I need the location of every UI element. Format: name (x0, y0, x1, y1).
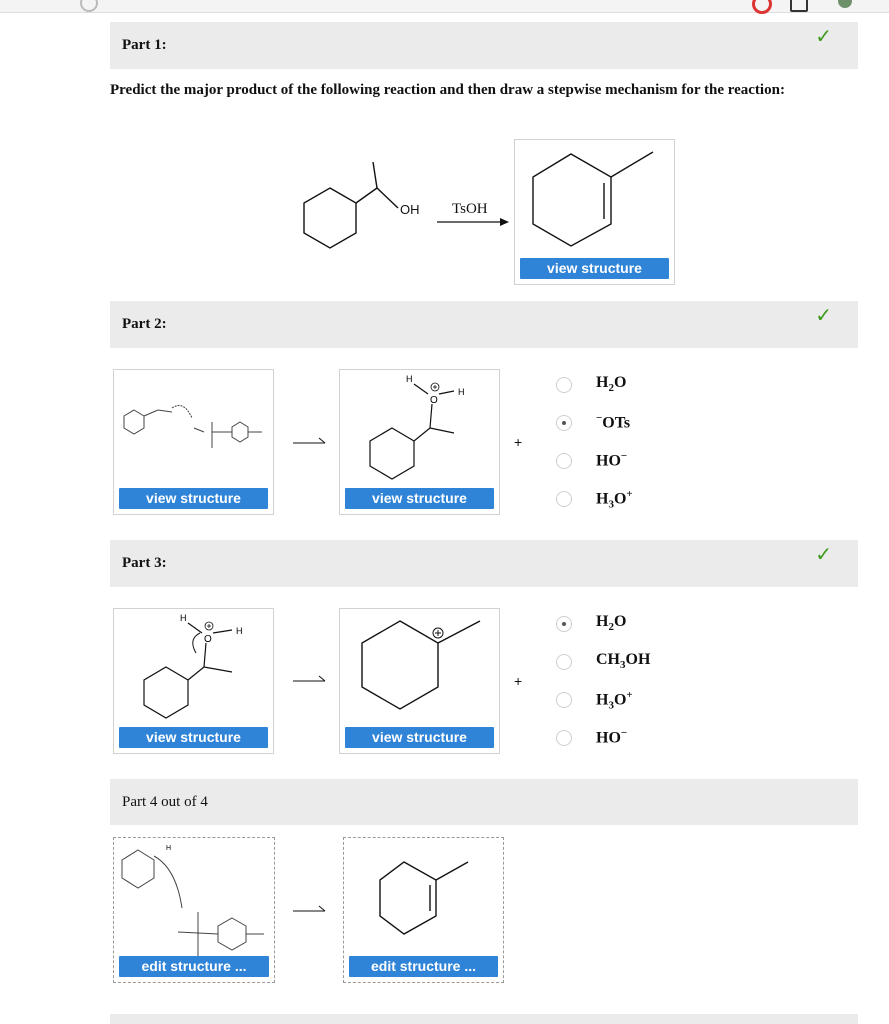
part4-header (110, 779, 858, 825)
part4-step-arrow (292, 904, 328, 918)
part4-edit-structure-button-2[interactable]: edit structure ... (349, 956, 498, 977)
radio-button[interactable] (556, 616, 572, 632)
formula-base: H (596, 374, 609, 391)
part2-structure-box-2 (339, 369, 500, 515)
tosylate-mechanism-structure (114, 370, 273, 485)
browser-icon-left[interactable] (80, 0, 98, 12)
next-section-header (110, 1014, 858, 1024)
product-structure (515, 140, 674, 260)
radio-button[interactable] (556, 654, 572, 670)
extension-icon[interactable] (790, 0, 808, 12)
h-label: H (166, 845, 172, 852)
part3-structure-box-1 (113, 608, 274, 754)
part3-view-structure-button-2[interactable]: view structure (345, 727, 494, 748)
part4-title: Part 4 out of 4 (122, 794, 208, 810)
option-label (596, 727, 627, 747)
h-label: H (406, 374, 413, 384)
formula-charge: + (626, 689, 633, 701)
formula-charge: − (620, 727, 628, 739)
part2-structure-box-1 (113, 369, 274, 515)
browser-toolbar (0, 0, 889, 13)
part3-structure-box-2 (339, 608, 500, 754)
radio-button[interactable] (556, 491, 572, 507)
reaction-arrow (436, 216, 510, 228)
option-label (596, 374, 626, 394)
formula-subscript: 3 (608, 498, 614, 511)
formula-subscript: 3 (608, 699, 614, 712)
o-label: O (430, 395, 438, 406)
formula-subscript: 2 (608, 621, 614, 634)
part2-view-structure-button-2[interactable]: view structure (345, 488, 494, 509)
option-label (596, 488, 633, 511)
part2-view-structure-button-1[interactable]: view structure (119, 488, 268, 509)
h-label: H (458, 387, 465, 397)
reagent-label: TsOH (452, 201, 488, 217)
formula-base: H (596, 613, 609, 630)
formula-base: HO (596, 729, 621, 747)
option-label (596, 412, 630, 432)
h-label: H (236, 626, 243, 636)
part1-product-box (514, 139, 675, 285)
h-label: H (180, 613, 187, 623)
part2-header (110, 301, 858, 348)
check-icon: ✓ (815, 24, 832, 48)
option-label (596, 651, 650, 671)
formula-charge: − (620, 450, 628, 462)
part2-plus: + (514, 434, 523, 450)
profile-avatar[interactable] (838, 0, 852, 8)
option-label (596, 689, 633, 712)
formula-subscript: 3 (620, 659, 626, 672)
radio-button[interactable] (556, 377, 572, 393)
radio-button[interactable] (556, 453, 572, 469)
option-label (596, 450, 627, 470)
part4-edit-structure-button-1[interactable]: edit structure ... (119, 956, 269, 977)
part4-structure-box-2[interactable] (343, 837, 504, 983)
part3-step-arrow (292, 674, 328, 688)
reactant-ring (304, 188, 356, 248)
option-label (596, 613, 626, 633)
radio-button[interactable] (556, 692, 572, 708)
radio-button[interactable] (556, 730, 572, 746)
reactant-oh-label: OH (400, 202, 420, 217)
part1-header (110, 22, 858, 69)
charge-prefix: − (596, 412, 603, 424)
formula-base: H (596, 490, 609, 508)
formula-base: CH (596, 651, 620, 668)
alkene-product-structure (344, 838, 503, 956)
oxonium-leaving-structure (114, 609, 273, 727)
part2-title: Part 2: (122, 316, 167, 332)
part3-view-structure-button-1[interactable]: view structure (119, 727, 268, 748)
question-text: Predict the major product of the following reaction and then draw a stepwise mechanism for the reaction: (110, 82, 785, 98)
oxonium-structure (340, 370, 499, 488)
o-label: O (204, 634, 212, 645)
formula-tail: O (613, 374, 627, 391)
part3-header (110, 540, 858, 587)
radio-button[interactable] (556, 415, 572, 431)
formula-base: OTs (602, 414, 631, 432)
carbocation-structure (340, 609, 499, 727)
formula-tail: O (613, 613, 627, 630)
formula-base: H (596, 691, 609, 709)
part3-plus: + (514, 673, 523, 689)
formula-charge: + (626, 488, 633, 500)
check-icon: ✓ (815, 542, 832, 566)
part4-structure-box-1[interactable] (113, 837, 275, 983)
formula-base: HO (596, 452, 621, 470)
deprotonation-structure (114, 838, 274, 956)
part3-title: Part 3: (122, 555, 167, 571)
part2-step-arrow (292, 436, 328, 450)
reactant-structure (290, 150, 430, 265)
part1-view-structure-button[interactable]: view structure (520, 258, 669, 279)
formula-tail: O (613, 691, 627, 709)
part1-title: Part 1: (122, 37, 167, 53)
check-icon: ✓ (815, 303, 832, 327)
formula-subscript: 2 (608, 382, 614, 395)
extension-icon-red[interactable] (752, 0, 772, 14)
formula-tail: OH (625, 651, 651, 668)
formula-tail: O (613, 490, 627, 508)
